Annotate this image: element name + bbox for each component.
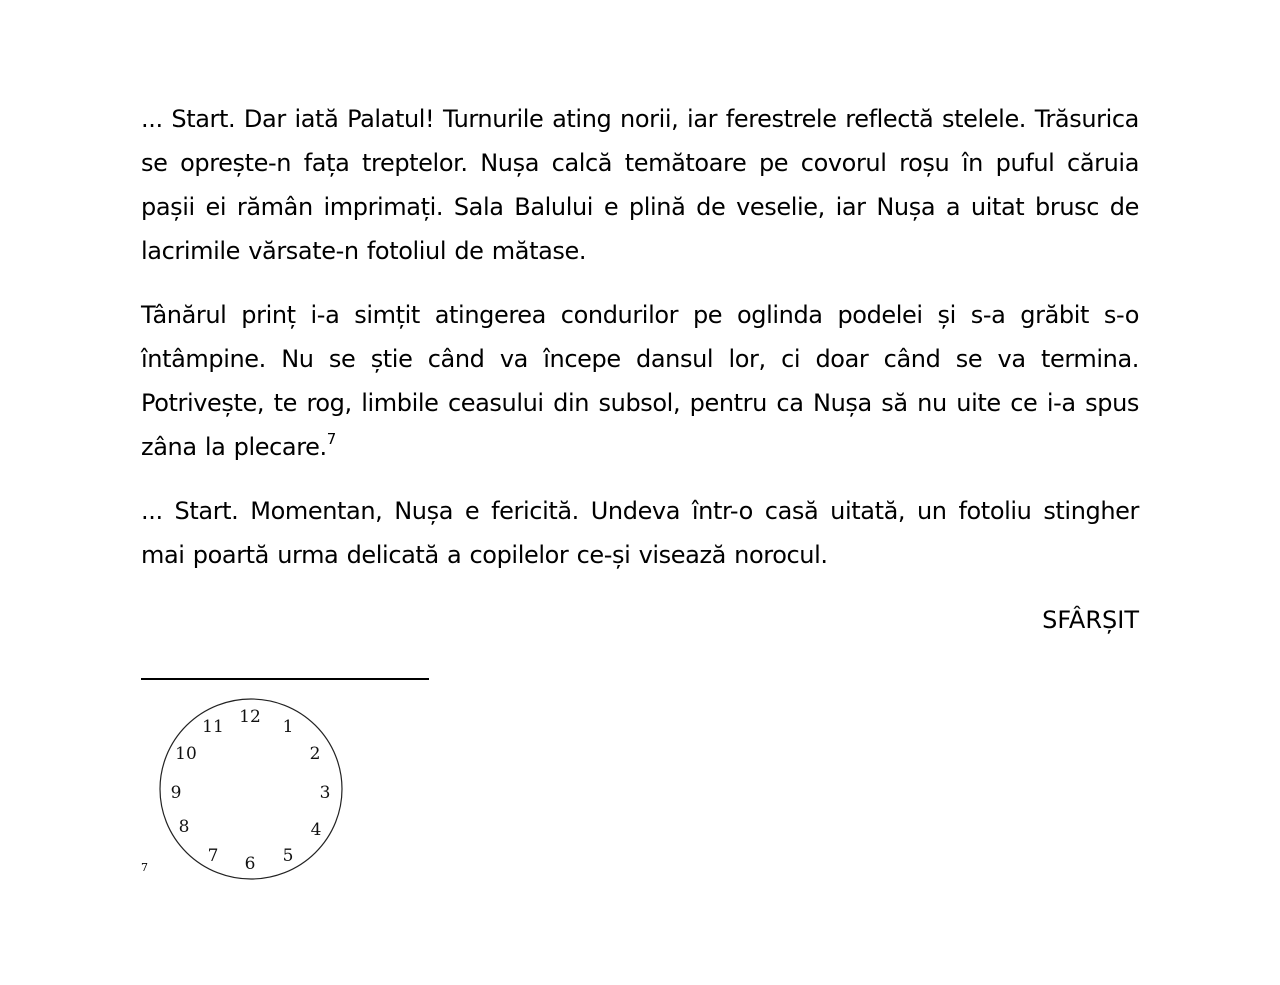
clock-numeral-1: 1 <box>282 717 294 737</box>
paragraph-1 <box>141 97 1139 273</box>
paragraph-2 <box>141 293 1139 469</box>
clock-numeral-4: 4 <box>310 820 322 840</box>
clock-numeral-3: 3 <box>319 783 331 803</box>
clock-face-illustration <box>158 697 346 881</box>
footnote-number: 7 <box>141 861 148 874</box>
paragraph-2-text: Tânărul prinț i-a simțit atingerea condurilor pe oglinda podelei și s-a grăbit s-o întâmpine. Nu se știe când va începe dansul lor, ci doar când se va termina. Potrivește, te rog, limbile ceasului din subsol, pentru ca Nușa să nu uite ce i-a spus zâna la plecare. <box>141 301 1139 461</box>
clock-numeral-2: 2 <box>309 744 321 764</box>
clock-numeral-5: 5 <box>282 846 294 866</box>
paragraph-1-text: ... Start. Dar iată Palatul! Turnurile ating norii, iar ferestrele reflectă stelele. Trăsurica se oprește-n fața treptelor. Nușa calcă temătoare pe covorul roșu în puful căruia pașii ei rămân imprimați. Sala Balului e plină de veselie, iar Nușa a uitat brusc de lacrimile vărsate-n fotoliul de mătase. <box>141 105 1139 265</box>
clock-numeral-10: 10 <box>175 744 197 764</box>
clock-numeral-6: 6 <box>244 854 256 874</box>
paragraph-3-text: ... Start. Momentan, Nușa e fericită. Undeva într-o casă uitată, un fotoliu stingher mai poartă urma delicată a copilelor ce-și visează norocul. <box>141 497 1139 569</box>
clock-numeral-7: 7 <box>207 846 219 866</box>
footnote-reference[interactable]: 7 <box>326 430 336 448</box>
footnote-separator <box>141 678 429 680</box>
paragraph-3 <box>141 489 1139 577</box>
clock-numeral-12: 12 <box>239 707 261 727</box>
end-mark: SFÂRȘIT <box>1042 606 1139 634</box>
clock-numeral-8: 8 <box>178 817 190 837</box>
clock-numeral-11: 11 <box>202 717 224 737</box>
clock-numeral-9: 9 <box>170 783 182 803</box>
